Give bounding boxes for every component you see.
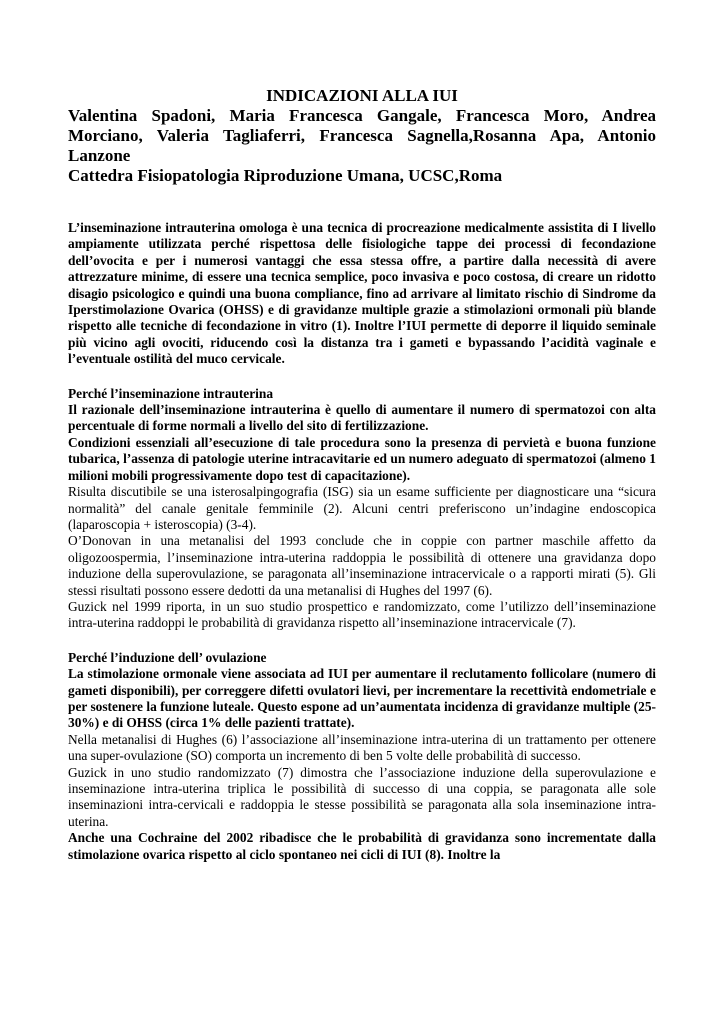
section1-paragraph-1: Il razionale dell’inseminazione intrauterina è quello di aumentare il numero di spermatozoi con alta percentuale di forme normali a livello del sito di fertilizzazione.: [68, 402, 656, 434]
intro-paragraph: L’inseminazione intrauterina omologa è una tecnica di procreazione medicalmente assistita di I livello ampiamente utilizzata perché rispettosa delle fisiologiche tappe dei processi di fecondazione dell’ovocita e per i numerosi vantaggi che essa stessa offre, a partire dalla necessità di avere attrezzature minime, di essere una tecnica semplice, poco invasiva e poco costosa, di creare un ridotto disagio psicologico e quindi una buona compliance, fino ad arrivare al limitato rischio di Sindrome da Iperstimolazione Ovarica (OHSS) e di gravidanze multiple grazie a stimolazioni ormonali più blande rispetto alle tecniche di fecondazione in vitro (1). Inoltre l’IUI permette di deporre il liquido seminale più vicino agli ovociti, riducendo così la distanza tra i gameti e bypassando l’acidità vaginale e l’eventuale ostilità del muco cervicale.: [68, 220, 656, 367]
section-heading-inseminazione: Perché l’inseminazione intrauterina: [68, 385, 274, 401]
section2-paragraph-3: Guzick in uno studio randomizzato (7) dimostra che l’associazione induzione della superovulazione e inseminazione intra-uterina triplica le possibilità di successo di una coppia, se paragonata alle sole inseminazioni intra-cervicali e raddoppia le stesse possibilità se paragonata alla sola inseminazione intra-uterina.: [68, 764, 656, 829]
spacer: [68, 186, 656, 220]
section2-paragraph-1: La stimolazione ormonale viene associata ad IUI per aumentare il reclutamento follicolare (numero di gameti disponibili), per correggere difetti ovulatori lievi, per incrementare la recettività endometriale e per sostenere la funzione luteale. Questo espone ad un’aumentata incidenza di gravidanze multiple (25-30%) e di OHSS (circa 1% delle pazienti trattate).: [68, 666, 656, 731]
section1-paragraph-5: Guzick nel 1999 riporta, in un suo studio prospettico e randomizzato, come l’utilizzo dell’inseminazione intra-uterina raddoppi le probabilità di gravidanza rispetto all’inseminazione intracervicale (7).: [68, 598, 656, 631]
author-list: Valentina Spadoni, Maria Francesca Gangale, Francesca Moro, Andrea Morciano, Valeria Tagliaferri, Francesca Sagnella,Rosanna Apa, Antonio Lanzone: [68, 106, 656, 165]
section-heading-ovulazione: Perché l’induzione dell’ ovulazione: [68, 649, 267, 665]
section2-paragraph-2: Nella metanalisi di Hughes (6) l’associazione all’inseminazione intra-uterina di un trattamento per ottenere una super-ovulazione (SO) comporta un incremento di ben 5 volte delle probabilità di successo.: [68, 731, 656, 764]
document-page: [68, 86, 656, 863]
affiliation: Cattedra Fisiopatologia Riproduzione Umana, UCSC,Roma: [68, 166, 503, 185]
spacer: [68, 368, 656, 386]
section1-paragraph-2: Condizioni essenziali all’esecuzione di tale procedura sono la presenza di pervietà e buona funzione tubarica, l’assenza di patologie uterine intracavitarie ed un numero adeguato di spermatozoi (almeno 1 milioni mobili progressivamente dopo test di capacitazione).: [68, 434, 656, 483]
section1-paragraph-3: Risulta discutibile se una isterosalpingografia (ISG) sia un esame sufficiente per diagnosticare una “sicura normalità” del canale genitale femminile (2). Alcuni centri preferiscono un’indagine endoscopica (laparoscopia + isteroscopia) (3-4).: [68, 484, 656, 532]
document-title: INDICAZIONI ALLA IUI: [266, 86, 458, 105]
section1-paragraph-4: O’Donovan in una metanalisi del 1993 conclude che in coppie con partner maschile affetto da oligozoospermia, l’inseminazione intra-uterina raddoppia le possibilità di ottenere una gravidanza dopo induzione della superovulazione, se paragonata all’inseminazione intracervicale o a rapporti mirati (5). Gli stessi risultati possono essere dedotti da una metanalisi di Hughes del 1997 (6).: [68, 533, 656, 598]
spacer: [68, 632, 656, 650]
section2-paragraph-4: Anche una Cochraine del 2002 ribadisce che le probabilità di gravidanza sono incrementate dalla stimolazione ovarica rispetto al ciclo spontaneo nei cicli di IUI (8). Inoltre la: [68, 830, 656, 862]
